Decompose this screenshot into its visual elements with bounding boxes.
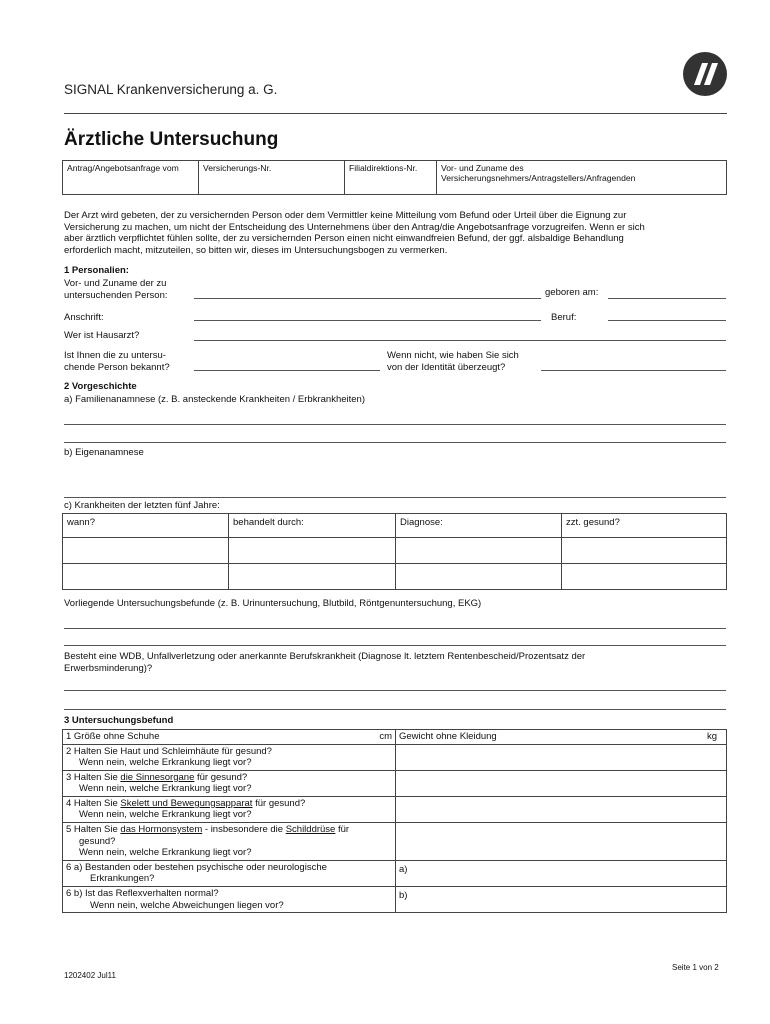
weight-field[interactable] (396, 730, 727, 745)
psych-answer[interactable] (396, 860, 727, 886)
section-3-heading: 3 Untersuchungsbefund (64, 715, 174, 726)
address-label: Anschrift: (64, 312, 104, 323)
family-doctor-input[interactable] (194, 340, 726, 341)
col-treated-by: behandelt durch: (229, 514, 396, 538)
col-when: wann? (63, 514, 229, 538)
application-date-field[interactable] (63, 161, 199, 195)
header-divider (64, 113, 727, 114)
known-person-label (64, 350, 170, 373)
person-name-label (64, 278, 168, 301)
divider (64, 442, 726, 443)
table-cell[interactable] (63, 538, 229, 564)
identity-label-2: von der Identität überzeugt? (387, 361, 506, 373)
q5-prefix: 5 Halten Sie (66, 824, 121, 836)
q5-underlined-2: Schilddrüse (285, 824, 336, 836)
application-date-label: Antrag/Angebotsanfrage vom (67, 163, 179, 173)
page-title: Ärztliche Untersuchung (64, 129, 279, 150)
q4-underlined: Skelett und Bewegungsapparat (120, 797, 253, 809)
hormone-question (63, 823, 396, 861)
wdb-question (64, 651, 585, 674)
exam-findings-table (62, 729, 727, 913)
q3-prefix: 3 Halten Sie (66, 771, 121, 783)
reflex-answer-label: b) (399, 889, 408, 901)
psych-question (63, 860, 396, 886)
psych-answer-label: a) (399, 863, 408, 875)
reflex-question (63, 886, 396, 912)
psych-question-line-2: Erkrankungen? (90, 873, 155, 885)
skin-question-line-1: 2 Halten Sie Haut und Schleimhäute für gesund? (66, 745, 272, 757)
section-1-heading: 1 Personalien: (64, 265, 129, 276)
findings-input[interactable] (64, 628, 726, 629)
diseases-5y-label: c) Krankheiten der letzten fünf Jahre: (64, 500, 220, 511)
q5-suffix: für (335, 824, 350, 836)
table-cell[interactable] (396, 538, 562, 564)
q5-middle: - insbesondere die (202, 824, 286, 836)
height-label: 1 Größe ohne Schuhe (66, 731, 160, 742)
address-input[interactable] (194, 320, 541, 321)
policyholder-label-2: Versicherungsnehmers/Antragstellers/Anfragenden (441, 173, 636, 184)
page-number: Seite 1 von 2 (672, 963, 719, 972)
company-name: SIGNAL Krankenversicherung a. G. (64, 82, 278, 97)
skin-question-line-2: Wenn nein, welche Erkrankung liegt vor? (79, 757, 252, 769)
form-code: 1202402 Jul11 (64, 971, 116, 980)
weight-unit: kg (706, 731, 717, 742)
policyholder-name-field[interactable] (437, 161, 727, 195)
reflex-question-line-1: 6 b) Ist das Reflexverhalten normal? (66, 887, 219, 899)
identity-label (387, 350, 519, 373)
diseases-table (62, 513, 727, 590)
born-label: geboren am: (545, 287, 599, 298)
hormone-answer[interactable] (396, 823, 727, 861)
hormone-question-line-3: Wenn nein, welche Erkrankung liegt vor? (79, 847, 252, 859)
q3-underlined: die Sinnesorgane (120, 771, 195, 783)
senses-question (63, 770, 396, 796)
branch-number-field[interactable] (345, 161, 437, 195)
col-diagnosis: Diagnose: (396, 514, 562, 538)
family-doctor-label: Wer ist Hausarzt? (64, 330, 140, 341)
wdb-question-line-1: Besteht eine WDB, Unfallverletzung oder anerkannte Berufskrankheit (Diagnose lt. letztem Rentenbescheid/Prozentsatz der (64, 651, 586, 662)
policy-number-field[interactable] (199, 161, 345, 195)
person-name-label-1: Vor- und Zuname der zu (64, 278, 167, 289)
skin-answer[interactable] (396, 744, 727, 770)
person-name-label-2: untersuchenden Person: (64, 289, 168, 301)
intro-line: Der Arzt wird gebeten, der zu versichernden Person oder dem Vermittler keine Mitteilung vom Befund oder Urteil über die Eignung zur (64, 210, 627, 221)
hormone-question-line-2: gesund? (79, 835, 116, 847)
senses-question-line-2: Wenn nein, welche Erkrankung liegt vor? (79, 783, 252, 795)
intro-line: aber ärztlich verpflichtet fühlen sollte, der zu versichernden Person einen nicht einwandfreien Befund, der ggf. alsbaldige Behandlung (64, 233, 624, 245)
intro-line: erforderlich macht, mitzuteilen, so bitten wir, dieses im Untersuchungsbogen zu vermerken. (64, 244, 448, 256)
height-unit: cm (379, 731, 392, 742)
skeleton-answer[interactable] (396, 796, 727, 822)
policyholder-label-1: Vor- und Zuname des (441, 163, 524, 173)
identity-input[interactable] (541, 370, 726, 371)
branch-number-label: Filialdirektions-Nr. (349, 163, 418, 173)
q3-suffix: für gesund? (194, 771, 248, 783)
divider (64, 645, 726, 646)
findings-label: Vorliegende Untersuchungsbefunde (z. B. Urinuntersuchung, Blutbild, Röntgenuntersuchung, EKG) (64, 598, 482, 609)
known-person-label-2: chende Person bekannt? (64, 361, 170, 373)
table-cell[interactable] (63, 564, 229, 590)
known-person-input[interactable] (194, 370, 380, 371)
identity-label-1: Wenn nicht, wie haben Sie sich (387, 350, 519, 361)
psych-question-line-1: 6 a) Bestanden oder bestehen psychische oder neurologische (66, 861, 327, 873)
section-2-heading: 2 Vorgeschichte (64, 381, 137, 392)
job-input[interactable] (608, 320, 726, 321)
known-person-label-1: Ist Ihnen die zu untersu- (64, 350, 166, 361)
senses-answer[interactable] (396, 770, 727, 796)
divider (64, 709, 726, 710)
skeleton-question (63, 796, 396, 822)
table-cell[interactable] (562, 564, 727, 590)
table-cell[interactable] (229, 564, 396, 590)
col-currently-healthy: zzt. gesund? (562, 514, 727, 538)
family-history-label: a) Familienanamnese (z. B. ansteckende Krankheiten / Erbkrankheiten) (64, 394, 365, 405)
policy-number-label: Versicherungs-Nr. (203, 163, 272, 173)
intro-text (64, 210, 729, 256)
personal-history-input[interactable] (64, 497, 726, 498)
job-label: Beruf: (551, 312, 577, 323)
skeleton-question-line-2: Wenn nein, welche Erkrankung liegt vor? (79, 809, 252, 821)
application-info-table (62, 160, 727, 195)
table-cell[interactable] (562, 538, 727, 564)
q4-prefix: 4 Halten Sie (66, 797, 121, 809)
intro-line: Versicherung zu machen, um nicht der Entscheidung des Unternehmens über den Antrag/die Angebotsanfrage vorzugreifen. Wenn er sich (64, 221, 645, 233)
reflex-question-line-2: Wenn nein, welche Abweichungen liegen vor? (90, 899, 284, 911)
table-cell[interactable] (396, 564, 562, 590)
family-history-input[interactable] (64, 424, 726, 425)
table-cell[interactable] (229, 538, 396, 564)
q5-underlined-1: das Hormonsystem (120, 824, 203, 836)
skin-question (63, 744, 396, 770)
personal-history-label: b) Eigenanamnese (64, 447, 144, 458)
q4-suffix: für gesund? (252, 797, 306, 809)
wdb-question-line-2: Erwerbsminderung)? (64, 662, 153, 674)
weight-label: Gewicht ohne Kleidung (399, 731, 497, 742)
person-name-input[interactable] (194, 298, 541, 299)
reflex-answer[interactable] (396, 886, 727, 912)
wdb-input[interactable] (64, 690, 726, 691)
birth-date-input[interactable] (608, 298, 726, 299)
signal-logo-icon (681, 50, 729, 98)
height-field[interactable] (63, 730, 396, 745)
